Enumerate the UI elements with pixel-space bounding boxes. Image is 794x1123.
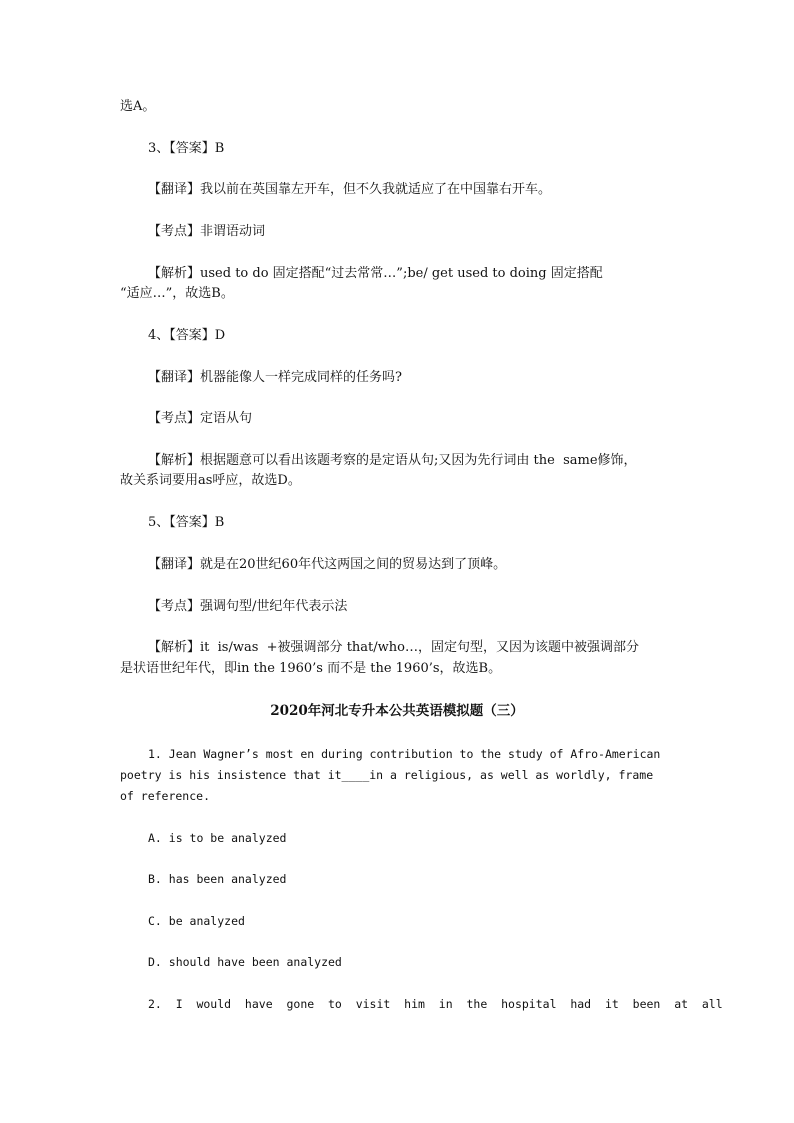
question-line: poetry is his insistence that it____in a religious, as well as worldly, frame — [120, 768, 654, 782]
answer-line: 4、【答案】D — [148, 328, 226, 343]
analysis-line: 【解析】used to do 固定搭配“过去常常…”;be/ get used to doing 固定搭配 — [148, 266, 603, 281]
section-heading: 2020年河北专升本公共英语模拟题（三） — [270, 703, 524, 719]
analysis-line: 故关系词要用as呼应，故选D。 — [120, 473, 301, 488]
question-line: of reference. — [120, 789, 211, 803]
answer-line: 3、【答案】B — [148, 141, 225, 156]
option-a: A. is to be analyzed — [148, 831, 287, 845]
option-d: D. should have been analyzed — [148, 955, 342, 969]
answer-line: 5、【答案】B — [148, 515, 225, 530]
translation-line: 【翻译】机器能像人一样完成同样的任务吗? — [148, 370, 402, 385]
text-line: 选A。 — [120, 99, 156, 114]
option-b: B. has been analyzed — [148, 872, 287, 886]
test-point-line: 【考点】定语从句 — [148, 411, 253, 426]
analysis-line: 【解析】根据题意可以看出该题考察的是定语从句;又因为先行词由 the same修饰， — [148, 453, 637, 468]
translation-line: 【翻译】就是在20世纪60年代这两国之间的贸易达到了顶峰。 — [148, 557, 507, 572]
analysis-line: 【解析】it is/was +被强调部分 that/who…，固定句型，又因为该题中被强调部分 — [148, 640, 639, 655]
question-line: 1. Jean Wagner’s most en during contribution to the study of Afro-American — [148, 747, 661, 761]
translation-line: 【翻译】我以前在英国靠左开车，但不久我就适应了在中国靠右开车。 — [148, 182, 552, 197]
option-c: C. be analyzed — [148, 914, 245, 928]
analysis-line: “适应…”，故选B。 — [120, 286, 234, 301]
test-point-line: 【考点】非谓语动词 — [148, 224, 266, 239]
test-point-line: 【考点】强调句型/世纪年代表示法 — [148, 599, 348, 614]
analysis-line: 是状语世纪年代，即in the 1960’s 而不是 the 1960’s，故选B。 — [120, 661, 502, 676]
question-line: 2. I would have gone to visit him in the hospital had it been at all — [148, 997, 723, 1011]
